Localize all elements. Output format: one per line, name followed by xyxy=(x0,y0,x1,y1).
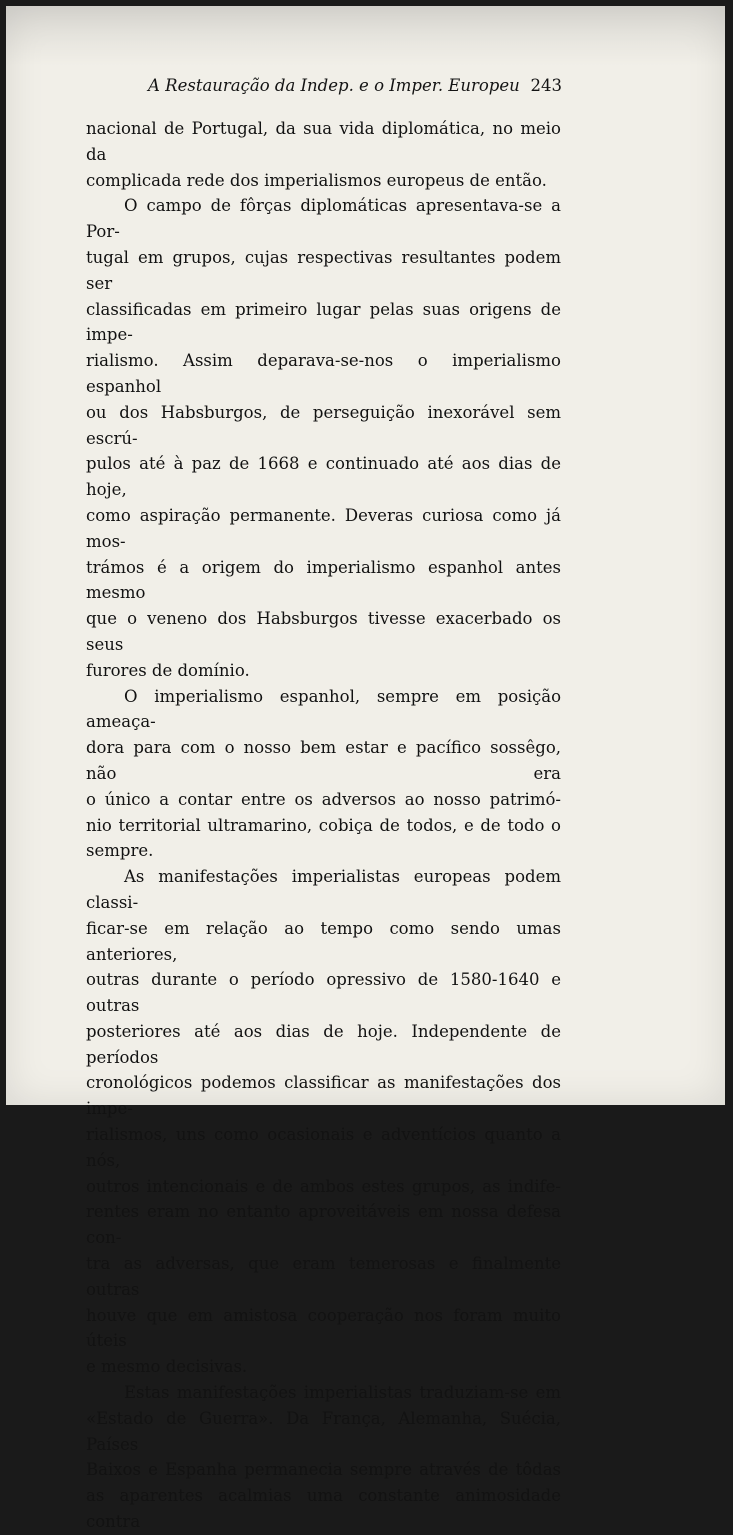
text-line: As manifestações imperialistas europeas podem classi- xyxy=(86,867,561,912)
text-line: ficar-se em relação ao tempo como sendo umas anteriores, xyxy=(86,918,561,964)
text-line: as aparentes acalmias uma constante animosidade contra xyxy=(86,1486,561,1532)
text-line: O imperialismo espanhol, sempre em posição ameaça- xyxy=(86,686,561,732)
text-line: que o veneno dos Habsburgos tivesse exacerbado os seus xyxy=(86,609,561,654)
text-line: o único a contar entre os adversos ao nosso patrimó- xyxy=(86,789,561,809)
text-line: pulos até à paz de 1668 e continuado até aos dias de hoje, xyxy=(86,454,561,500)
text-line: Estas manifestações imperialistas traduziam-se em xyxy=(124,1383,561,1403)
text-line: rentes eram no entanto aproveitáveis em nossa defesa con- xyxy=(86,1202,561,1248)
page-header xyxy=(86,76,566,102)
text-line: cronológicos podemos classificar as manifestações dos impe- xyxy=(86,1073,561,1119)
text-line: Baixos e Espanha permanecia sempre através de tôdas xyxy=(86,1460,561,1480)
paragraph xyxy=(86,116,561,193)
text-line: «Estado de Guerra». Da França, Alemanha, Suécia, Países xyxy=(86,1408,561,1454)
text-line: tra as adversas, que eram temerosas e finalmente outras xyxy=(86,1254,561,1299)
paragraph xyxy=(86,864,561,1380)
paragraph xyxy=(86,193,561,683)
running-title: A Restauração da Indep. e o Imper. Europeu xyxy=(148,76,520,95)
text-line: como aspiração permanente. Deveras curiosa como já mos- xyxy=(86,505,561,551)
text-line: e mesmo decisivas. xyxy=(86,1357,248,1377)
text-line: O campo de fôrças diplomáticas apresentava-se a Por- xyxy=(86,196,561,242)
text-line: complicada rede dos imperialismos europeus de então. xyxy=(86,170,547,190)
body-text xyxy=(86,116,561,1535)
text-line: trámos é a origem do imperialismo espanhol antes mesmo xyxy=(86,557,561,603)
text-line: nacional de Portugal, da sua vida diplomática, no meio da xyxy=(86,119,561,164)
text-line: rialismo. Assim deparava-se-nos o imperialismo espanhol xyxy=(86,351,561,396)
scanned-page xyxy=(6,6,725,1532)
page-number: 243 xyxy=(530,76,562,95)
text-line: sempre. xyxy=(86,841,154,861)
text-line: nio territorial ultramarino, cobiça de todos, e de todo o xyxy=(86,815,561,835)
text-line: houve que em amistosa cooperação nos foram muito úteis xyxy=(86,1305,561,1351)
text-line: furores de domínio. xyxy=(86,660,250,680)
text-line: posteriores até aos dias de hoje. Independente de períodos xyxy=(86,1021,561,1067)
text-line: classificadas em primeiro lugar pelas suas origens de impe- xyxy=(86,299,561,345)
text-line: outras durante o período opressivo de 1580-1640 e outras xyxy=(86,970,561,1016)
text-line: dora para com o nosso bem estar e pacífico sossêgo, não era xyxy=(86,738,561,783)
paragraph xyxy=(86,684,561,865)
text-line: ou dos Habsburgos, de perseguição inexorável sem escrú- xyxy=(86,402,561,448)
text-line: tugal em grupos, cujas respectivas resultantes podem ser xyxy=(86,247,561,293)
text-line: outros intencionais e de ambos estes grupos, as indife- xyxy=(86,1176,561,1196)
text-line: rialismos, uns como ocasionais e adventícios quanto a nós, xyxy=(86,1125,561,1170)
paragraph xyxy=(86,1380,561,1535)
